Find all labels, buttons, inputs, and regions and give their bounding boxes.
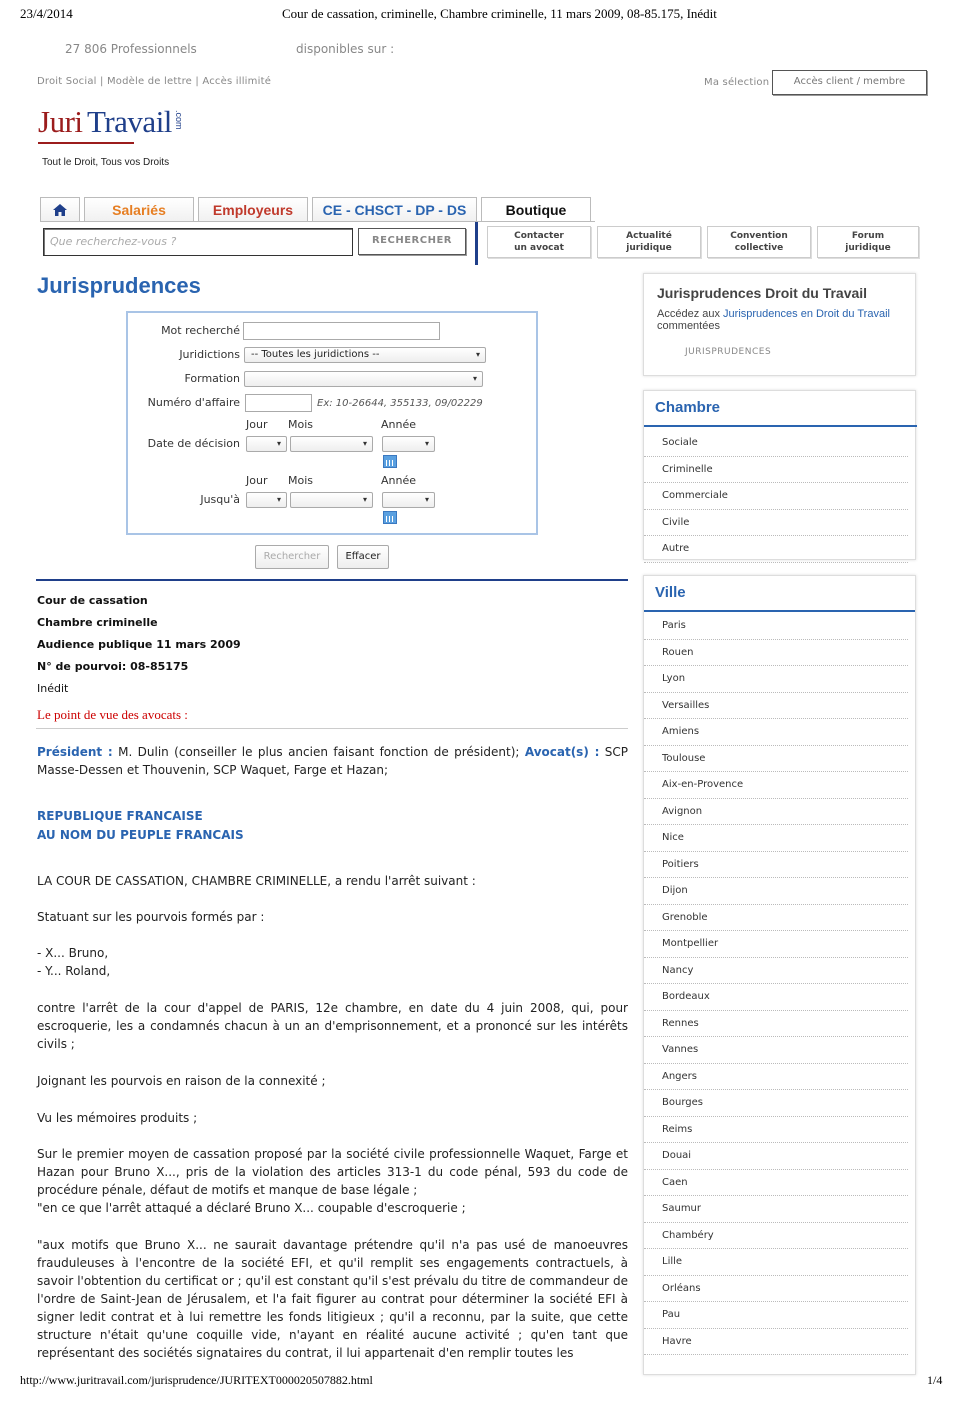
paragraph: - Y... Roland,	[37, 964, 111, 978]
list-item[interactable]: Poitiers	[644, 852, 908, 879]
formation-label: Formation	[184, 372, 240, 385]
effacer-button[interactable]: Effacer	[337, 545, 389, 569]
avocats-label: Avocat(s) :	[524, 745, 600, 759]
tab-boutique[interactable]	[481, 197, 591, 222]
ma-selection-link[interactable]: Ma sélection	[704, 77, 770, 88]
president-avocats-paragraph	[37, 743, 628, 779]
logo[interactable]	[38, 104, 198, 152]
chevron-down-icon: ▾	[424, 495, 429, 504]
calendar-icon[interactable]	[383, 455, 397, 468]
tab-home[interactable]	[40, 197, 80, 222]
date-mois-select[interactable]	[290, 436, 373, 452]
chambre-list	[644, 430, 908, 563]
shortcut-line1: Forum	[851, 231, 885, 241]
paragraph-clip	[37, 1236, 628, 1369]
calendar-icon[interactable]	[383, 511, 397, 524]
point-de-vue-avocats: Le point de vue des avocats :	[37, 707, 188, 722]
list-item[interactable]: Avignon	[644, 799, 908, 826]
print-title: Cour de cassation, criminelle, Chambre criminelle, 11 mars 2009, 08-85.175, Inédit	[282, 6, 717, 21]
jour-label: Jour	[246, 418, 268, 431]
acces-client-button[interactable]: Accès client / membre	[772, 70, 927, 95]
list-item[interactable]: Reims	[644, 1117, 908, 1144]
list-item[interactable]: Aix-en-Provence	[644, 772, 908, 799]
list-item[interactable]: Versailles	[644, 693, 908, 720]
promo-pre: Accédez aux	[657, 308, 724, 320]
list-item[interactable]: Sociale	[644, 430, 908, 457]
mot-input[interactable]	[243, 322, 440, 340]
jusqua-jour-select[interactable]	[246, 492, 287, 508]
shortcut-line2: un avocat	[514, 243, 564, 253]
shortcut-line2: collective	[734, 243, 784, 253]
promo-title: Jurisprudences Droit du Travail	[657, 285, 868, 301]
promo-link[interactable]: Jurisprudences en Droit du Travail	[723, 308, 890, 320]
mois-label-2: Mois	[288, 474, 314, 487]
paragraph: Statuant sur les pourvois formés par :	[37, 910, 265, 924]
print-date: 23/4/2014	[20, 6, 73, 21]
chevron-down-icon: ▾	[276, 439, 281, 448]
paragraph: contre l'arrêt de la cour d'appel de PARIS, 12e chambre, en date du 4 juin 2008, qui, pour escroquerie, les a condamnés chacun à un an d'emprisonnement, et a prononcé sur les intérêts civils ;	[37, 1001, 628, 1051]
president-label: Président :	[37, 745, 113, 759]
paragraph: Vu les mémoires produits ;	[37, 1111, 198, 1125]
shortcut-line2: juridique	[626, 243, 672, 253]
paragraph: Sur le premier moyen de cassation proposé par la société civile professionnelle Waquet, Farge et Hazan pour Bruno X..., pris de la violation des articles 313-1 du code pénal, 593 du code de procédure pénale, défaut de motifs et manque de base légale ;	[37, 1147, 628, 1197]
home-icon	[52, 203, 68, 217]
list-item[interactable]: Bordeaux	[644, 984, 908, 1011]
list-item[interactable]: Rouen	[644, 640, 908, 667]
paragraph: "en ce que l'arrêt attaqué a déclaré Bruno X... coupable d'escroquerie ;	[37, 1201, 466, 1215]
tab-salaries[interactable]	[84, 197, 194, 222]
chevron-down-icon: ▾	[362, 495, 367, 504]
tab-baseline	[40, 221, 595, 222]
chevron-down-icon: ▾	[475, 350, 480, 359]
list-item[interactable]: Dijon	[644, 878, 908, 905]
available-on: disponibles sur :	[296, 42, 395, 56]
shortcut-forum[interactable]	[817, 226, 919, 258]
header-links[interactable]: Droit Social | Modèle de lettre | Accès illimité	[37, 76, 272, 87]
chevron-down-icon: ▾	[424, 439, 429, 448]
rechercher-button[interactable]: Rechercher	[255, 545, 329, 569]
meta-cour: Cour de cassation	[37, 594, 148, 607]
list-item[interactable]: Lyon	[644, 666, 908, 693]
pov-rule	[36, 728, 628, 729]
numero-hint: Ex: 10-26644, 355133, 09/02229	[317, 398, 483, 409]
logo-com-text: .com	[174, 110, 184, 130]
au-nom-heading: AU NOM DU PEUPLE FRANCAIS	[37, 828, 244, 842]
shortcut-line1: Actualité	[626, 231, 672, 241]
list-item[interactable]: Paris	[644, 613, 908, 640]
jusqua-annee-select[interactable]	[382, 492, 435, 508]
list-item[interactable]: Saumur	[644, 1196, 908, 1223]
mot-label: Mot recherché	[161, 324, 240, 337]
list-item[interactable]: Toulouse	[644, 746, 908, 773]
shortcut-line1: Contacter	[514, 231, 564, 241]
page-title: Jurisprudences	[37, 273, 201, 298]
logo-travail-text: Travail	[87, 104, 172, 139]
list-item[interactable]: Angers	[644, 1064, 908, 1091]
shortcut-actualite[interactable]	[597, 226, 701, 258]
jusqua-mois-select[interactable]	[290, 492, 373, 508]
meta-pourvoi: N° de pourvoi: 08-85175	[37, 660, 189, 673]
promo-post: commentées	[657, 320, 720, 332]
president-text: M. Dulin (conseiller le plus ancien faisant fonction de président);	[112, 745, 525, 759]
annee-label: Année	[381, 418, 417, 431]
tab-employeurs-label: Employeurs	[212, 202, 294, 218]
list-item[interactable]: Chambéry	[644, 1223, 908, 1250]
list-item[interactable]: Autre	[644, 536, 908, 563]
paragraph: LA COUR DE CASSATION, CHAMBRE CRIMINELLE, a rendu l'arrêt suivant :	[37, 874, 476, 888]
meta-chambre: Chambre criminelle	[37, 616, 158, 629]
jour-label-2: Jour	[246, 474, 268, 487]
juridictions-label: Juridictions	[179, 348, 240, 361]
chevron-down-icon: ▾	[276, 495, 281, 504]
meta-audience: Audience publique 11 mars 2009	[37, 638, 241, 651]
shortcut-line2: juridique	[845, 243, 891, 253]
tab-ce-chsct[interactable]	[312, 197, 477, 222]
footer-url[interactable]: http://www.juritravail.com/jurisprudence/JURITEXT000020507882.html	[20, 1373, 373, 1387]
ville-title: Ville	[655, 584, 686, 601]
juridictions-value: -- Toutes les juridictions --	[251, 349, 380, 360]
logo-underline	[38, 142, 134, 144]
tab-boutique-label: Boutique	[505, 202, 567, 218]
shortcut-contacter-avocat[interactable]	[487, 226, 591, 258]
jurisprudences-promo-panel	[643, 273, 916, 376]
list-item[interactable]: Caen	[644, 1170, 908, 1197]
paragraph: - X... Bruno,	[37, 946, 109, 960]
chambre-title: Chambre	[655, 399, 721, 416]
avocats-text: SCP Masse-Dessen et Thouvenin, SCP Waquet, Farge et Hazan;	[37, 745, 629, 777]
logo-juri-text: Juri	[38, 104, 83, 139]
list-item[interactable]: Lille	[644, 1249, 908, 1276]
paragraph: "aux motifs que Bruno X... ne saurait davantage prétendre qu'il n'a pas usé de manoeuvres frauduleuses à l'encontre de la société EFI, et qu'il remplit ses engagements contractuels, à savoir l'obtention du certificat or ; qu'il est constant qu'il s'est prévalu du titre de commandeur de l'ordre de Saint-Jean de Jérusalem, et l'a fait figurer au contrat pour déterminer la société EFI à signer ledit contrat et à lui remettre les fonds litigieux ; qu'il a reconnu, par la suite, que cette structure n'était qu'une coquille vide, n'ayant en réalité aucune activité ; qu'en tant que représentant des sociétés signataires du contrat, il lui appartenait d'en remplir toutes les	[37, 1238, 628, 1360]
professionals-count: 27 806 Professionnels	[65, 42, 197, 56]
chevron-down-icon: ▾	[362, 439, 367, 448]
page-number: 1/4	[927, 1373, 943, 1387]
content-divider	[36, 579, 628, 581]
search-input[interactable]: Que recherchez-vous ?	[43, 228, 353, 256]
list-item[interactable]: Civile	[644, 510, 908, 537]
search-button[interactable]: RECHERCHER	[358, 228, 466, 255]
date-jour-select[interactable]	[246, 436, 287, 452]
tab-ce-label: CE - CHSCT - DP - DS	[322, 202, 467, 218]
promo-text	[657, 308, 897, 332]
list-item[interactable]: Havre	[644, 1329, 908, 1356]
juridictions-select[interactable]	[244, 347, 486, 363]
mois-label: Mois	[288, 418, 314, 431]
meta-inedit: Inédit	[37, 682, 69, 695]
paragraph: Joignant les pourvois en raison de la connexité ;	[37, 1074, 326, 1088]
ville-rule	[644, 610, 916, 612]
list-item[interactable]: Commerciale	[644, 483, 908, 510]
list-item[interactable]: Grenoble	[644, 905, 908, 932]
jurisprudences-button[interactable]: JURISPRUDENCES	[685, 347, 772, 357]
list-item[interactable]: Rennes	[644, 1011, 908, 1038]
chevron-down-icon: ▾	[472, 374, 477, 383]
ville-panel	[643, 575, 916, 1375]
list-item[interactable]: Montpellier	[644, 931, 908, 958]
list-item[interactable]: Criminelle	[644, 457, 908, 484]
tab-employeurs[interactable]	[198, 197, 308, 222]
tab-salaries-label: Salariés	[112, 202, 166, 218]
date-annee-select[interactable]	[382, 436, 435, 452]
ville-list	[644, 613, 908, 1355]
list-item[interactable]: Douai	[644, 1143, 908, 1170]
chambre-panel	[643, 390, 916, 560]
list-item[interactable]: Nancy	[644, 958, 908, 985]
tagline: Tout le Droit, Tous vos Droits	[42, 157, 170, 168]
formation-select[interactable]	[244, 371, 483, 387]
numero-label: Numéro d'affaire	[147, 396, 240, 409]
list-item[interactable]: Amiens	[644, 719, 908, 746]
shortcut-convention[interactable]	[707, 226, 811, 258]
list-item[interactable]: Vannes	[644, 1037, 908, 1064]
chambre-rule	[644, 425, 917, 427]
jusqua-label: Jusqu'à	[200, 493, 240, 506]
jurisprudence-search-form	[126, 311, 538, 535]
list-item[interactable]: Bourges	[644, 1090, 908, 1117]
nav-separator	[475, 222, 478, 265]
list-item[interactable]: Nice	[644, 825, 908, 852]
list-item[interactable]: Pau	[644, 1302, 908, 1329]
annee-label-2: Année	[381, 474, 417, 487]
numero-input[interactable]	[245, 394, 312, 412]
date-decision-label: Date de décision	[147, 437, 240, 450]
list-item[interactable]: Orléans	[644, 1276, 908, 1303]
republique-heading: REPUBLIQUE FRANCAISE	[37, 809, 203, 823]
shortcut-line1: Convention	[730, 231, 788, 241]
